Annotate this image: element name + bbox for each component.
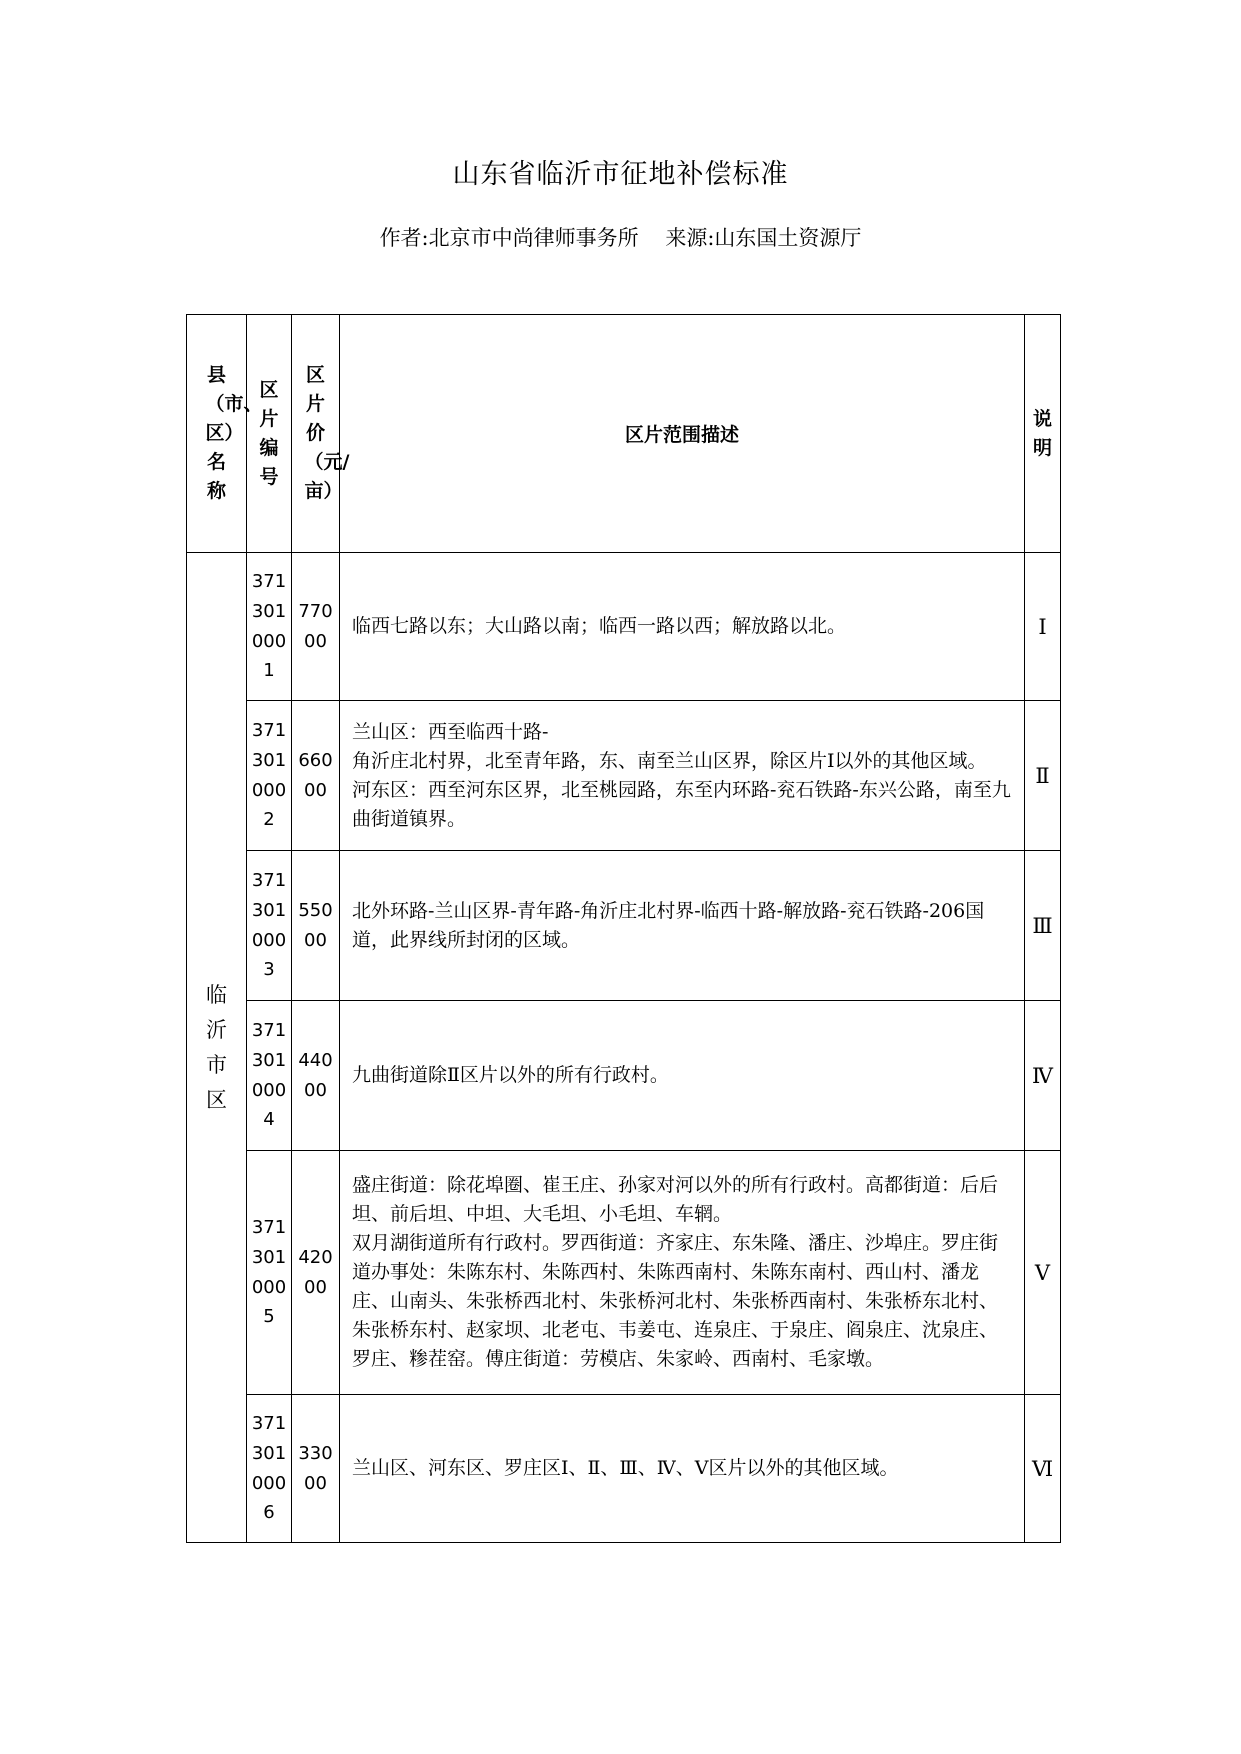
document-byline: 作者:北京市中尚律师事务所 来源:山东国土资源厅 bbox=[379, 226, 862, 250]
zone-description-cell: 盛庄街道：除花埠圈、崔王庄、孙家对河以外的所有行政村。高都街道：后后坦、前后坦、中坦、大毛坦、小毛坦、车辋。 双月湖街道所有行政村。罗西街道：齐家庄、东朱隆、潘庄、沙埠庄。罗庄街道办事处：朱陈东村、朱陈西村、朱陈西南村、朱陈东南村、西山村、潘龙庄、山南头、朱张桥西北村、朱张桥河北村、朱张桥西南村、朱张桥东北村、朱张桥东村、赵家坝、北老屯、韦姜屯、连泉庄、于泉庄、阎泉庄、沈泉庄、罗庄、糁茬窑。傅庄街道：劳模店、朱家岭、西南村、毛家墩。 bbox=[340, 1151, 1025, 1395]
zone-code-cell: 3713010004 bbox=[247, 1001, 292, 1151]
zone-price-cell: 44000 bbox=[292, 1001, 340, 1151]
document-title: 山东省临沂市征地补偿标准 bbox=[452, 159, 789, 190]
header-note-label: 说明 bbox=[1032, 407, 1052, 459]
zone-code-cell: 3713010002 bbox=[247, 701, 292, 851]
table-row bbox=[187, 701, 1061, 851]
zone-note-cell: Ⅰ bbox=[1025, 553, 1061, 701]
zone-code-cell: 3713010003 bbox=[247, 851, 292, 1001]
county-name: 临沂市区 bbox=[206, 982, 227, 1112]
header-zone-price bbox=[292, 315, 350, 553]
zone-price-cell: 33000 bbox=[292, 1395, 340, 1543]
compensation-standard-table bbox=[186, 314, 1061, 1543]
zone-note-cell: Ⅵ bbox=[1025, 1395, 1061, 1543]
table-header-row bbox=[187, 315, 1061, 553]
zone-code-cell: 3713010005 bbox=[247, 1151, 292, 1395]
header-zone-code-label: 区片编号 bbox=[259, 378, 279, 488]
zone-description-cell: 兰山区：西至临西十路- 角沂庄北村界，北至青年路，东、南至兰山区界，除区片Ⅰ以外的其他区域。 河东区：西至河东区界，北至桃园路，东至内环路-兖石铁路-东兴公路，南至九曲街道镇界。 bbox=[340, 701, 1025, 851]
header-description bbox=[340, 315, 1025, 553]
zone-note-cell: Ⅳ bbox=[1025, 1001, 1061, 1151]
table-row bbox=[187, 1395, 1061, 1543]
zone-price-cell: 42000 bbox=[292, 1151, 340, 1395]
zone-description-cell: 北外环路-兰山区界-青年路-角沂庄北村界-临西十路-解放路-兖石铁路-206国道，此界线所封闭的区域。 bbox=[340, 851, 1025, 1001]
zone-price-cell: 55000 bbox=[292, 851, 340, 1001]
table-row bbox=[187, 1151, 1061, 1395]
header-note bbox=[1025, 315, 1061, 553]
zone-code-cell: 3713010001 bbox=[247, 553, 292, 701]
zone-note-cell: Ⅴ bbox=[1025, 1151, 1061, 1395]
header-description-label: 区片范围描述 bbox=[624, 424, 739, 446]
zone-note-cell: Ⅲ bbox=[1025, 851, 1061, 1001]
header-county-label: 县（市、区）名称 bbox=[205, 364, 263, 502]
zone-description-cell: 九曲街道除Ⅱ区片以外的所有行政村。 bbox=[340, 1001, 1025, 1151]
county-cell bbox=[187, 553, 247, 1543]
table-row bbox=[187, 851, 1061, 1001]
zone-description-cell: 临西七路以东；大山路以南；临西一路以西；解放路以北。 bbox=[340, 553, 1025, 701]
zone-price-cell: 66000 bbox=[292, 701, 340, 851]
zone-description-cell: 兰山区、河东区、罗庄区Ⅰ、Ⅱ、Ⅲ、Ⅳ、Ⅴ区片以外的其他区域。 bbox=[340, 1395, 1025, 1543]
table-row bbox=[187, 553, 1061, 701]
zone-price-cell: 77000 bbox=[292, 553, 340, 701]
header-county bbox=[187, 315, 263, 553]
zone-code-cell: 3713010006 bbox=[247, 1395, 292, 1543]
zone-note-cell: Ⅱ bbox=[1025, 701, 1061, 851]
table-row bbox=[187, 1001, 1061, 1151]
header-zone-price-label: 区片价（元/亩） bbox=[304, 364, 350, 502]
header-zone-code bbox=[247, 315, 292, 553]
